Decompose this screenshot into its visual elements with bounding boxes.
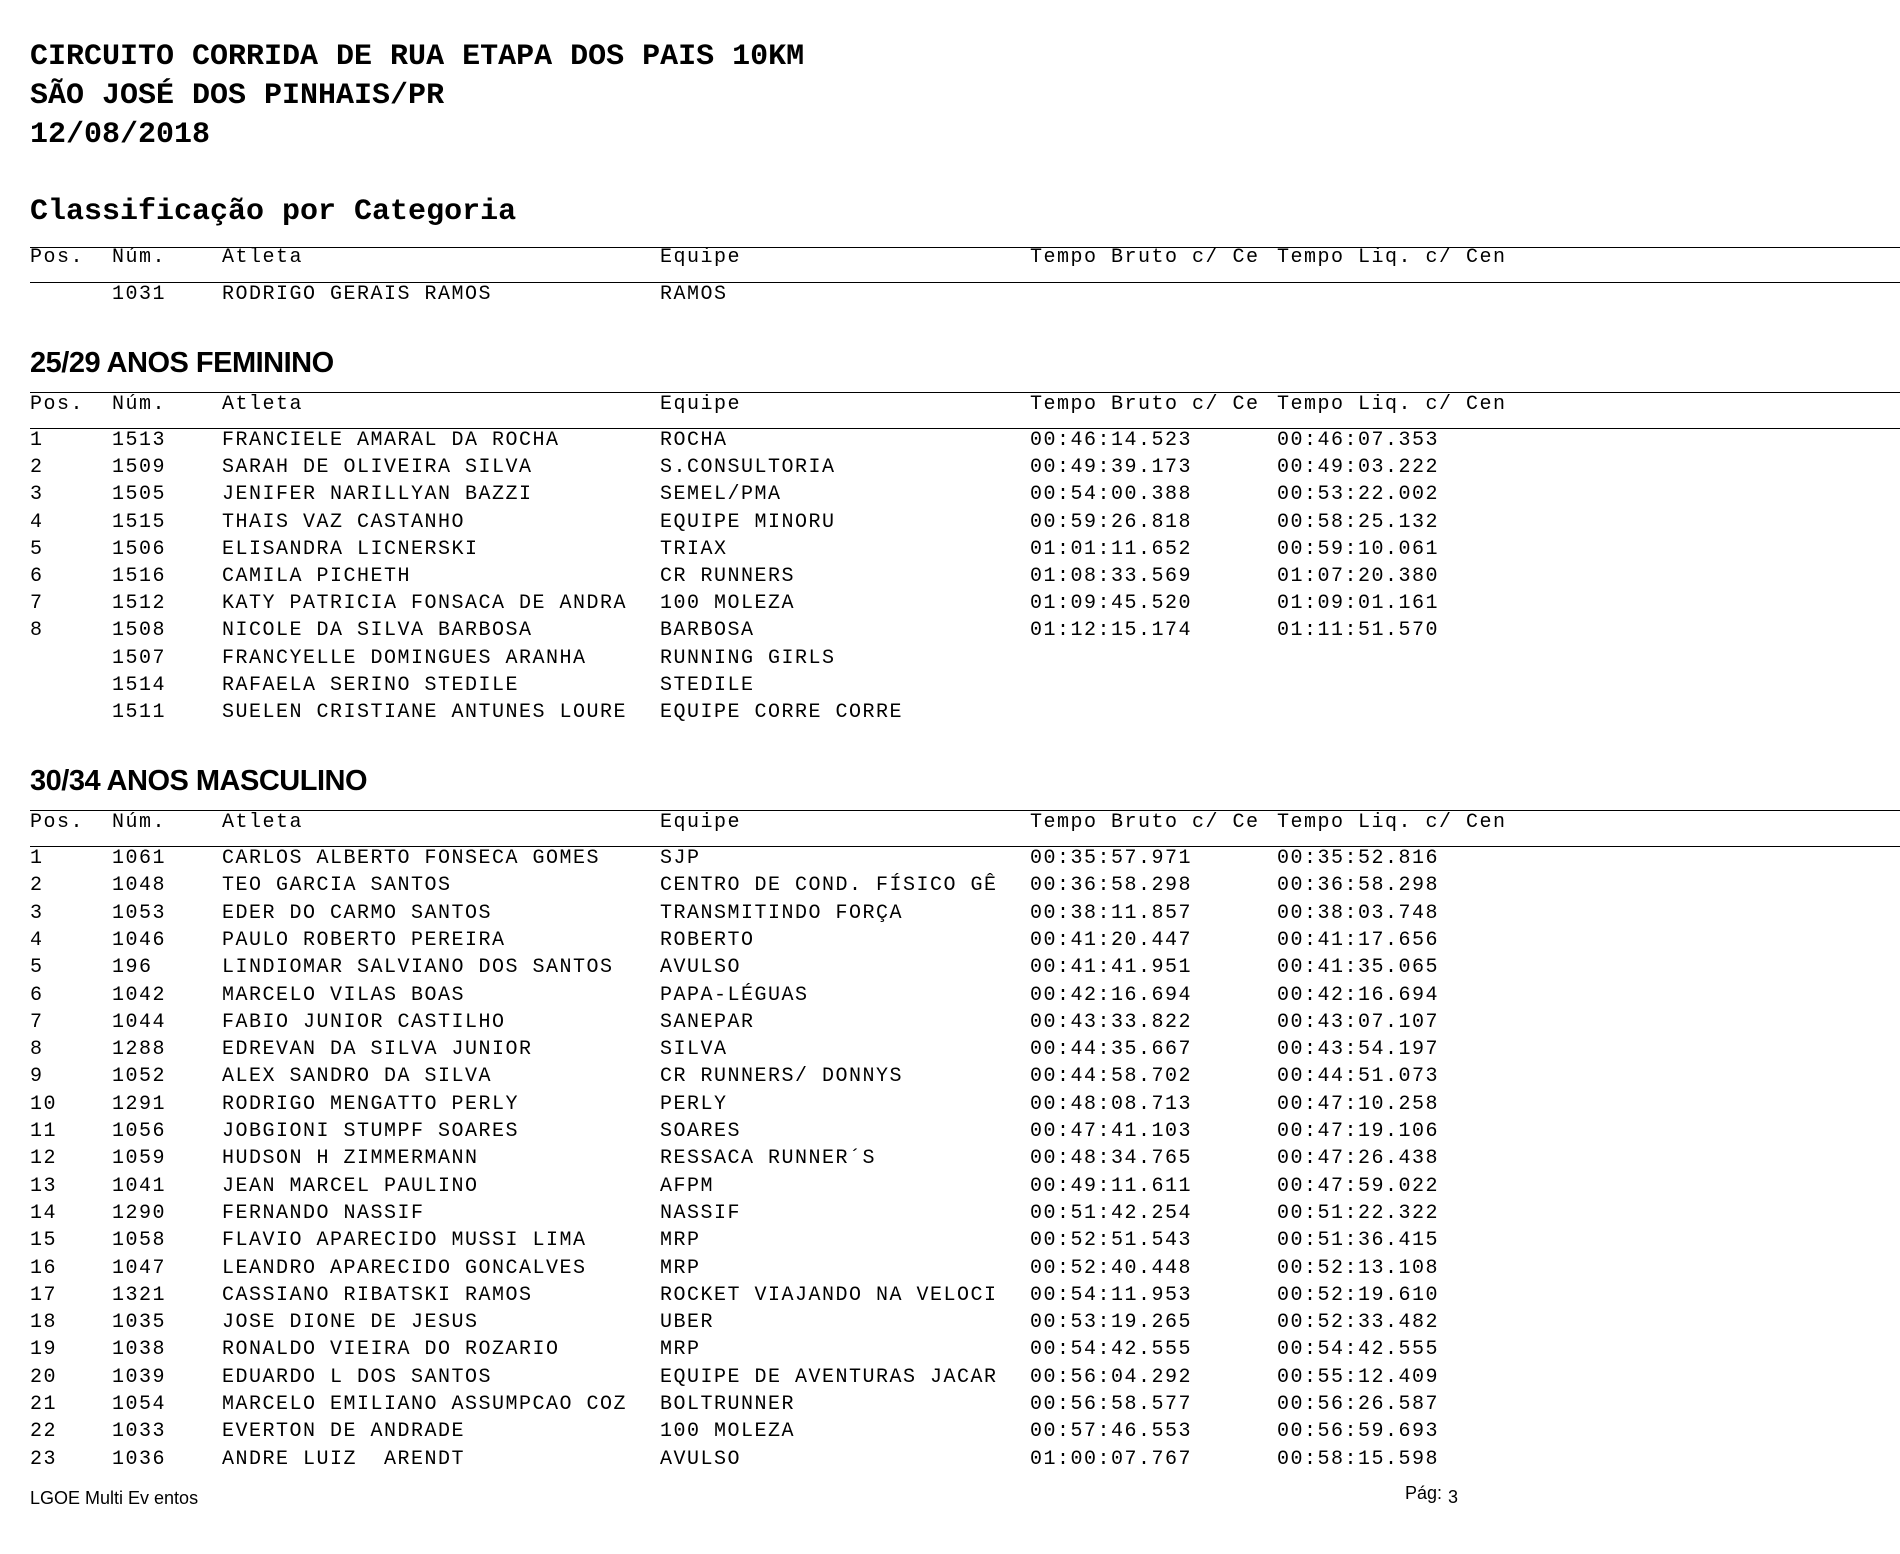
cell-equipe: BOLTRUNNER [660, 1393, 796, 1416]
cell-atleta: SUELEN CRISTIANE ANTUNES LOURE [222, 701, 628, 724]
cell-equipe: MRP [660, 1256, 701, 1280]
cell-atleta: JOBGIONI STUMPF SOARES [222, 1120, 520, 1143]
cell-pos: 8 [30, 1038, 44, 1062]
cell-pos: 18 [30, 1311, 58, 1335]
cell-pos: 3 [30, 901, 44, 925]
cell-num: 1321 [112, 1283, 167, 1307]
cell-atleta: CARLOS ALBERTO FONSECA GOMES [222, 847, 601, 870]
cell-num: 1507 [112, 646, 167, 670]
cell-equipe: SEMEL/PMA [660, 483, 782, 507]
cell-pos: 4 [30, 510, 44, 534]
cell-tempo-bruto: 00:48:34.765 [1030, 1147, 1193, 1171]
cell-pos: 15 [30, 1229, 58, 1253]
cell-equipe: STEDILE [660, 673, 755, 697]
col-pos: Pos. [30, 393, 85, 416]
cell-tempo-liq: 00:59:10.061 [1277, 537, 1440, 561]
cell-tempo-liq: 00:53:22.002 [1277, 483, 1440, 507]
cell-pos: 5 [30, 537, 44, 561]
cell-num: 1035 [112, 1311, 167, 1335]
cell-atleta: KATY PATRICIA FONSACA DE ANDRA [222, 592, 628, 616]
cell-tempo-bruto: 00:35:57.971 [1030, 847, 1193, 870]
cell-num: 1288 [112, 1038, 167, 1062]
cell-num: 1031 [112, 283, 167, 306]
cell-atleta: CASSIANO RIBATSKI RAMOS [222, 1283, 533, 1307]
event-title: CIRCUITO CORRIDA DE RUA ETAPA DOS PAIS 10KM [30, 40, 805, 74]
cell-tempo-bruto: 00:38:11.857 [1030, 901, 1193, 925]
footer-organizer: LGOE Multi Ev entos [30, 1488, 199, 1508]
col-equipe: Equipe [660, 246, 742, 269]
cell-tempo-bruto: 00:36:58.298 [1030, 874, 1193, 898]
cell-num: 1041 [112, 1174, 167, 1198]
cell-pos: 3 [30, 483, 44, 507]
cell-tempo-liq: 00:52:33.482 [1277, 1311, 1440, 1335]
cell-num: 1053 [112, 901, 167, 925]
cell-tempo-bruto: 01:08:33.569 [1030, 565, 1193, 588]
page-number: 3 [1448, 1487, 1459, 1507]
category-title: 25/29 ANOS FEMININO [30, 347, 334, 379]
cell-atleta: LINDIOMAR SALVIANO DOS SANTOS [222, 956, 614, 980]
cell-num: 1036 [112, 1447, 167, 1471]
cell-tempo-bruto: 00:41:41.951 [1030, 956, 1193, 980]
col-num: Núm. [112, 246, 167, 269]
cell-tempo-bruto: 00:47:41.103 [1030, 1120, 1193, 1143]
cell-atleta: RONALDO VIEIRA DO ROZARIO [222, 1338, 560, 1362]
cell-equipe: EQUIPE MINORU [660, 510, 836, 534]
cell-tempo-liq: 00:51:36.415 [1277, 1229, 1440, 1253]
cell-atleta: RODRIGO MENGATTO PERLY [222, 1092, 520, 1116]
cell-num: 1052 [112, 1065, 167, 1089]
cell-tempo-bruto: 00:52:51.543 [1030, 1229, 1193, 1253]
cell-pos: 4 [30, 928, 44, 952]
cell-atleta: MARCELO VILAS BOAS [222, 983, 466, 1007]
cell-tempo-liq: 00:56:26.587 [1277, 1393, 1440, 1416]
cell-num: 1511 [112, 701, 167, 724]
cell-tempo-liq: 00:47:10.258 [1277, 1092, 1440, 1116]
cell-num: 1058 [112, 1229, 167, 1253]
cell-equipe: CR RUNNERS/ DONNYS [660, 1065, 904, 1089]
cell-equipe: AFPM [660, 1174, 715, 1198]
cell-atleta: ALEX SANDRO DA SILVA [222, 1065, 493, 1089]
cell-num: 1512 [112, 592, 167, 616]
cell-tempo-bruto: 00:54:00.388 [1030, 483, 1193, 507]
cell-equipe: RESSACA RUNNER´S [660, 1147, 877, 1171]
cell-tempo-liq: 01:11:51.570 [1277, 619, 1440, 643]
cell-atleta: FRANCYELLE DOMINGUES ARANHA [222, 646, 587, 670]
cell-tempo-bruto: 00:53:19.265 [1030, 1311, 1193, 1335]
cell-tempo-liq: 00:46:07.353 [1277, 429, 1440, 452]
cell-atleta: SARAH DE OLIVEIRA SILVA [222, 456, 533, 480]
cell-pos: 13 [30, 1174, 58, 1198]
cell-pos: 14 [30, 1201, 58, 1225]
category-title: 30/34 ANOS MASCULINO [30, 765, 367, 797]
cell-atleta: EDREVAN DA SILVA JUNIOR [222, 1038, 533, 1062]
cell-tempo-bruto: 00:51:42.254 [1030, 1201, 1193, 1225]
cell-atleta: FERNANDO NASSIF [222, 1201, 425, 1225]
cell-tempo-liq: 00:43:54.197 [1277, 1038, 1440, 1062]
col-num: Núm. [112, 393, 167, 416]
col-atleta: Atleta [222, 811, 304, 834]
column-header-row [30, 811, 1507, 838]
cell-tempo-liq: 00:52:13.108 [1277, 1256, 1440, 1280]
footer-page [1405, 1483, 1459, 1507]
cell-atleta: RODRIGO GERAIS RAMOS [222, 283, 493, 306]
cell-tempo-bruto: 00:43:33.822 [1030, 1010, 1193, 1034]
cell-equipe: EQUIPE CORRE CORRE [660, 701, 904, 724]
cell-equipe: CENTRO DE COND. FÍSICO GÊ [660, 874, 998, 898]
cell-tempo-bruto: 01:00:07.767 [1030, 1447, 1193, 1471]
cell-tempo-liq: 00:55:12.409 [1277, 1365, 1440, 1389]
cell-pos: 1 [30, 847, 44, 870]
cell-tempo-liq: 01:07:20.380 [1277, 565, 1440, 588]
cell-tempo-bruto: 00:56:58.577 [1030, 1393, 1193, 1416]
cell-pos: 2 [30, 874, 44, 898]
cell-equipe: AVULSO [660, 956, 742, 980]
cell-atleta: CAMILA PICHETH [222, 565, 412, 588]
cell-tempo-liq: 00:56:59.693 [1277, 1420, 1440, 1444]
cell-atleta: FABIO JUNIOR CASTILHO [222, 1010, 506, 1034]
cell-equipe: TRIAX [660, 537, 728, 561]
cell-pos: 17 [30, 1283, 58, 1307]
cell-equipe: RUNNING GIRLS [660, 646, 836, 670]
cell-tempo-liq: 00:43:07.107 [1277, 1010, 1440, 1034]
cell-pos: 2 [30, 456, 44, 480]
col-tempo-bruto: Tempo Bruto c/ Ce [1030, 393, 1260, 416]
col-tempo-bruto: Tempo Bruto c/ Ce [1030, 246, 1260, 269]
cell-atleta: EDUARDO L DOS SANTOS [222, 1365, 493, 1389]
cell-num: 1054 [112, 1393, 167, 1416]
cell-num: 1291 [112, 1092, 167, 1116]
col-tempo-bruto: Tempo Bruto c/ Ce [1030, 811, 1260, 834]
cell-pos: 6 [30, 565, 44, 588]
cell-atleta: THAIS VAZ CASTANHO [222, 510, 466, 534]
report-header [30, 38, 804, 155]
cell-tempo-liq: 00:35:52.816 [1277, 847, 1440, 870]
cell-tempo-bruto: 00:44:58.702 [1030, 1065, 1193, 1089]
divider [30, 810, 1900, 811]
cell-pos: 7 [30, 1010, 44, 1034]
col-equipe: Equipe [660, 393, 742, 416]
cell-atleta: JOSE DIONE DE JESUS [222, 1311, 479, 1335]
cell-tempo-liq: 00:51:22.322 [1277, 1201, 1440, 1225]
col-atleta: Atleta [222, 393, 304, 416]
cell-num: 1056 [112, 1120, 167, 1143]
cell-num: 1039 [112, 1365, 167, 1389]
cell-pos: 5 [30, 956, 44, 980]
cell-num: 1061 [112, 847, 167, 870]
cell-tempo-liq: 00:49:03.222 [1277, 456, 1440, 480]
cell-pos: 12 [30, 1147, 58, 1171]
cell-atleta: EVERTON DE ANDRADE [222, 1420, 466, 1444]
cell-tempo-liq: 00:47:19.106 [1277, 1120, 1440, 1143]
cell-atleta: PAULO ROBERTO PEREIRA [222, 928, 506, 952]
cell-equipe: 100 MOLEZA [660, 1420, 796, 1444]
cell-equipe: MRP [660, 1229, 701, 1253]
cell-num: 1516 [112, 565, 167, 588]
cell-equipe: ROBERTO [660, 928, 755, 952]
col-num: Núm. [112, 811, 167, 834]
cell-tempo-liq: 00:52:19.610 [1277, 1283, 1440, 1307]
cell-tempo-bruto: 00:41:20.447 [1030, 928, 1193, 952]
col-tempo-liq: Tempo Liq. c/ Cen [1277, 246, 1507, 269]
cell-tempo-liq: 00:54:42.555 [1277, 1338, 1440, 1362]
event-location: SÃO JOSÉ DOS PINHAIS/PR [30, 79, 445, 113]
cell-num: 1033 [112, 1420, 167, 1444]
divider [30, 392, 1900, 393]
cell-num: 1506 [112, 537, 167, 561]
cell-pos: 6 [30, 983, 44, 1007]
cell-equipe: SOARES [660, 1120, 742, 1143]
cell-num: 1046 [112, 928, 167, 952]
column-header-row [30, 393, 1507, 420]
cell-equipe: SANEPAR [660, 1010, 755, 1034]
cell-tempo-liq: 01:09:01.161 [1277, 592, 1440, 616]
cell-equipe: NASSIF [660, 1201, 742, 1225]
column-header-row [30, 246, 1507, 273]
cell-equipe: PAPA-LÉGUAS [660, 983, 809, 1007]
cell-tempo-liq: 00:47:26.438 [1277, 1147, 1440, 1171]
cell-tempo-bruto: 00:57:46.553 [1030, 1420, 1193, 1444]
cell-atleta: EDER DO CARMO SANTOS [222, 901, 493, 925]
cell-tempo-liq: 00:38:03.748 [1277, 901, 1440, 925]
cell-tempo-liq: 00:42:16.694 [1277, 983, 1440, 1007]
cell-equipe: ROCKET VIAJANDO NA VELOCI [660, 1283, 998, 1307]
cell-pos: 10 [30, 1092, 58, 1116]
cell-pos: 11 [30, 1120, 58, 1143]
cell-num: 1513 [112, 429, 167, 452]
cell-num: 1042 [112, 983, 167, 1007]
cell-num: 1038 [112, 1338, 167, 1362]
page-label: Pág: [1405, 1483, 1443, 1503]
cell-tempo-liq: 00:58:15.598 [1277, 1447, 1440, 1471]
cell-pos: 16 [30, 1256, 58, 1280]
cell-tempo-bruto: 01:01:11.652 [1030, 537, 1193, 561]
cell-num: 1048 [112, 874, 167, 898]
cell-tempo-liq: 00:44:51.073 [1277, 1065, 1440, 1089]
col-tempo-liq: Tempo Liq. c/ Cen [1277, 811, 1507, 834]
cell-pos: 23 [30, 1447, 58, 1471]
cell-equipe: S.CONSULTORIA [660, 456, 836, 480]
cell-num: 1059 [112, 1147, 167, 1171]
cell-equipe: AVULSO [660, 1447, 742, 1471]
cell-atleta: ELISANDRA LICNERSKI [222, 537, 479, 561]
cell-tempo-liq: 00:47:59.022 [1277, 1174, 1440, 1198]
cell-num: 1047 [112, 1256, 167, 1280]
col-pos: Pos. [30, 811, 85, 834]
cell-pos: 22 [30, 1420, 58, 1444]
cell-equipe: BARBOSA [660, 619, 755, 643]
cell-num: 1514 [112, 673, 167, 697]
cell-atleta: FLAVIO APARECIDO MUSSI LIMA [222, 1229, 587, 1253]
cell-num: 1515 [112, 510, 167, 534]
cell-atleta: HUDSON H ZIMMERMANN [222, 1147, 479, 1171]
cell-atleta: RAFAELA SERINO STEDILE [222, 673, 520, 697]
cell-equipe: PERLY [660, 1092, 728, 1116]
cell-num: 1044 [112, 1010, 167, 1034]
cell-equipe: MRP [660, 1338, 701, 1362]
cell-tempo-bruto: 00:54:11.953 [1030, 1283, 1193, 1307]
cell-pos: 19 [30, 1338, 58, 1362]
cell-num: 196 [112, 956, 153, 980]
cell-equipe: SILVA [660, 1038, 728, 1062]
cell-tempo-bruto: 00:48:08.713 [1030, 1092, 1193, 1116]
col-tempo-liq: Tempo Liq. c/ Cen [1277, 393, 1507, 416]
cell-num: 1505 [112, 483, 167, 507]
cell-pos: 9 [30, 1065, 44, 1089]
cell-tempo-bruto: 00:46:14.523 [1030, 429, 1193, 452]
cell-tempo-bruto: 00:44:35.667 [1030, 1038, 1193, 1062]
cell-atleta: ANDRE LUIZ ARENDT [222, 1447, 466, 1471]
cell-equipe: CR RUNNERS [660, 565, 796, 588]
cell-tempo-bruto: 00:42:16.694 [1030, 983, 1193, 1007]
cell-tempo-bruto: 00:54:42.555 [1030, 1338, 1193, 1362]
cell-equipe: SJP [660, 847, 701, 870]
cell-tempo-bruto: 00:52:40.448 [1030, 1256, 1193, 1280]
cell-atleta: NICOLE DA SILVA BARBOSA [222, 619, 533, 643]
col-equipe: Equipe [660, 811, 742, 834]
cell-tempo-bruto: 01:09:45.520 [1030, 592, 1193, 616]
cell-atleta: JENIFER NARILLYAN BAZZI [222, 483, 533, 507]
cell-tempo-liq: 00:41:35.065 [1277, 956, 1440, 980]
cell-equipe: EQUIPE DE AVENTURAS JACAR [660, 1365, 998, 1389]
cell-atleta: JEAN MARCEL PAULINO [222, 1174, 479, 1198]
cell-equipe: TRANSMITINDO FORÇA [660, 901, 904, 925]
cell-pos: 1 [30, 429, 44, 452]
cell-atleta: FRANCIELE AMARAL DA ROCHA [222, 429, 560, 452]
cell-pos: 20 [30, 1365, 58, 1389]
event-date: 12/08/2018 [30, 118, 211, 152]
cell-pos: 8 [30, 619, 44, 643]
cell-equipe: RAMOS [660, 283, 728, 306]
cell-atleta: LEANDRO APARECIDO GONCALVES [222, 1256, 587, 1280]
cell-pos: 7 [30, 592, 44, 616]
cell-tempo-bruto: 00:59:26.818 [1030, 510, 1193, 534]
cell-num: 1508 [112, 619, 167, 643]
cell-tempo-bruto: 00:56:04.292 [1030, 1365, 1193, 1389]
cell-num: 1509 [112, 456, 167, 480]
cell-equipe: ROCHA [660, 429, 728, 452]
cell-atleta: TEO GARCIA SANTOS [222, 874, 452, 898]
col-atleta: Atleta [222, 246, 304, 269]
divider [30, 247, 1900, 248]
cell-tempo-liq: 00:58:25.132 [1277, 510, 1440, 534]
cell-tempo-liq: 00:36:58.298 [1277, 874, 1440, 898]
cell-tempo-bruto: 01:12:15.174 [1030, 619, 1193, 643]
classification-title: Classificação por Categoria [30, 195, 517, 229]
cell-pos: 21 [30, 1393, 58, 1416]
cell-tempo-bruto: 00:49:11.611 [1030, 1174, 1193, 1198]
cell-equipe: 100 MOLEZA [660, 592, 796, 616]
col-pos: Pos. [30, 246, 85, 269]
cell-num: 1290 [112, 1201, 167, 1225]
cell-tempo-bruto: 00:49:39.173 [1030, 456, 1193, 480]
cell-equipe: UBER [660, 1311, 715, 1335]
cell-tempo-liq: 00:41:17.656 [1277, 928, 1440, 952]
cell-atleta: MARCELO EMILIANO ASSUMPCAO COZ [222, 1393, 628, 1416]
